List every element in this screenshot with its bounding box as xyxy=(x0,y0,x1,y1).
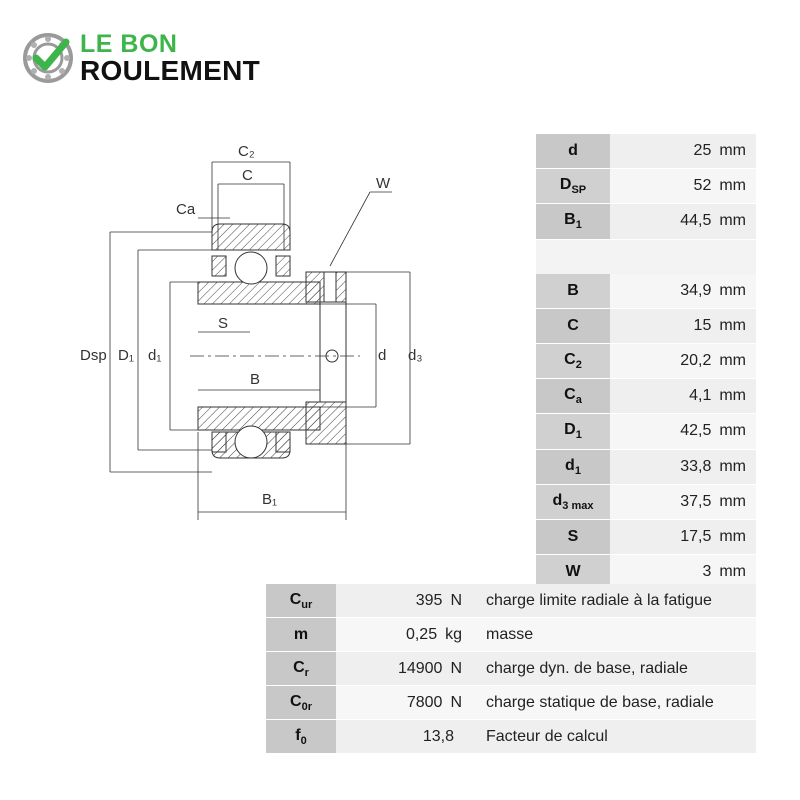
param-key: $d_{3 max}$ xyxy=(536,485,610,519)
param-description: charge dyn. de base, radiale xyxy=(474,652,756,685)
param-value: 25 mm xyxy=(610,134,756,168)
param-value: 44,5 mm xyxy=(610,204,756,238)
table-row xyxy=(266,618,756,652)
param-key: $C_2$ xyxy=(536,344,610,378)
param-description: charge statique de base, radiale xyxy=(474,686,756,719)
param-key: W xyxy=(536,555,610,589)
param-key: $f_0$ xyxy=(266,720,336,753)
label-dsp: Dsp xyxy=(80,347,107,364)
param-value: 20,2 mm xyxy=(610,344,756,378)
table-row xyxy=(536,169,756,204)
table-row xyxy=(536,204,756,239)
table-row xyxy=(536,274,756,309)
param-key: $B_1$ xyxy=(536,204,610,238)
table-row xyxy=(266,652,756,686)
brand-logo xyxy=(22,30,312,86)
param-description: Facteur de calcul xyxy=(474,720,756,753)
param-value: 7800 N xyxy=(336,686,474,719)
label-ca: Ca xyxy=(176,201,196,218)
table-row xyxy=(536,450,756,485)
param-key: $D_1$ xyxy=(536,414,610,448)
label-d1-inner: d₁ xyxy=(148,347,162,364)
label-b1: B₁ xyxy=(262,491,278,508)
brand-name-line1: LE BON xyxy=(80,30,178,58)
param-description: masse xyxy=(474,618,756,651)
table-row xyxy=(536,309,756,344)
table-row xyxy=(536,414,756,449)
label-d: d xyxy=(378,347,387,364)
param-key: B xyxy=(536,274,610,308)
table-row xyxy=(266,720,756,754)
param-value: 3 mm xyxy=(610,555,756,589)
label-d3: d₃ xyxy=(408,347,423,364)
param-value: 17,5 mm xyxy=(610,520,756,554)
bearing-cross-section-drawing xyxy=(70,132,450,532)
bearing-check-icon xyxy=(22,30,78,86)
param-value: 37,5 mm xyxy=(610,485,756,519)
param-value: 395 N xyxy=(336,584,474,617)
table-row xyxy=(536,379,756,414)
label-w: W xyxy=(376,175,391,192)
table-row xyxy=(536,344,756,379)
param-key: d xyxy=(536,134,610,168)
param-value: 14900 N xyxy=(336,652,474,685)
param-key: $d_1$ xyxy=(536,450,610,484)
param-key: m xyxy=(266,618,336,651)
loads-table xyxy=(266,584,756,754)
param-value: 52 mm xyxy=(610,169,756,203)
param-value: 15 mm xyxy=(610,309,756,343)
table-row xyxy=(536,134,756,169)
table-row xyxy=(536,485,756,520)
param-value: 0,25 kg xyxy=(336,618,474,651)
param-value: 13,8 xyxy=(336,720,474,753)
table-row xyxy=(266,686,756,720)
label-c2: C₂ xyxy=(238,143,255,160)
param-value: 33,8 mm xyxy=(610,450,756,484)
param-value: 4,1 mm xyxy=(610,379,756,413)
table-row xyxy=(266,584,756,618)
label-c: C xyxy=(242,167,253,184)
label-s: S xyxy=(218,315,229,332)
param-key: $C_{0r}$ xyxy=(266,686,336,719)
brand-name-line2: ROULEMENT xyxy=(80,55,261,86)
param-description: charge limite radiale à la fatigue xyxy=(474,584,756,617)
param-key: $C_r$ xyxy=(266,652,336,685)
table-gap xyxy=(536,240,756,274)
param-key: $C_{ur}$ xyxy=(266,584,336,617)
param-key: $D_{SP}$ xyxy=(536,169,610,203)
param-key: $C_a$ xyxy=(536,379,610,413)
param-key: C xyxy=(536,309,610,343)
param-key: S xyxy=(536,520,610,554)
label-d1-outer: D₁ xyxy=(118,347,134,364)
table-row xyxy=(536,520,756,555)
dimensions-table xyxy=(536,134,756,590)
label-b: B xyxy=(250,371,261,388)
param-value: 34,9 mm xyxy=(610,274,756,308)
param-value: 42,5 mm xyxy=(610,414,756,448)
